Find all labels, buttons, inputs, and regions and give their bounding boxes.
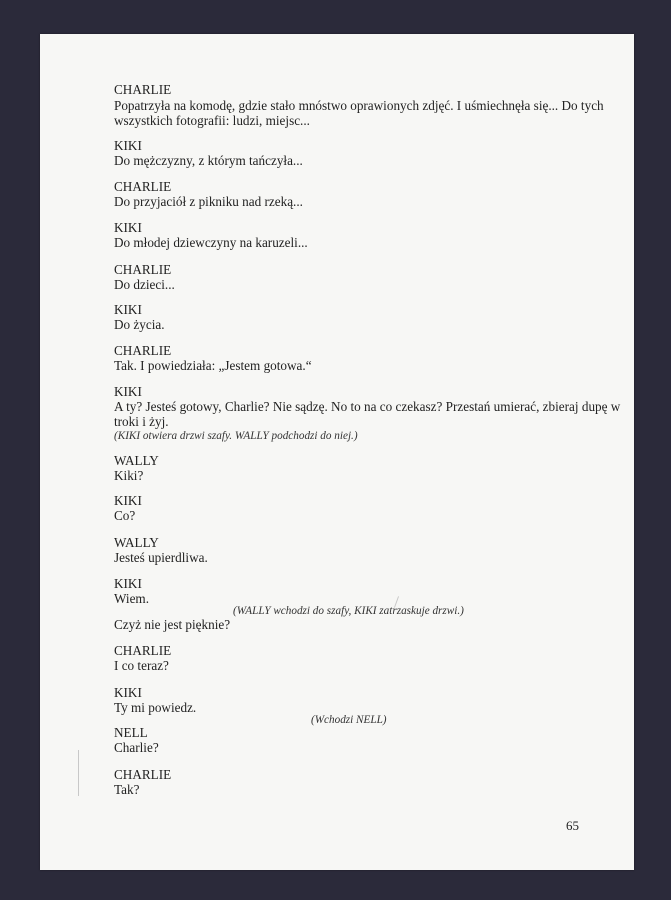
dialogue-line: troki i żyj. [114, 414, 169, 429]
dialogue-line: Do dzieci... [114, 277, 175, 292]
dialogue-line: wszystkich fotografii: ludzi, miejsc... [114, 113, 310, 128]
scan-mark [78, 750, 79, 796]
speaker-name: KIKI [114, 220, 142, 235]
dialogue-line: Kiki? [114, 468, 144, 483]
dialogue-line: Popatrzyła na komodę, gdzie stało mnóstwo oprawionych zdjęć. I uśmiechnęła się... Do tych [114, 98, 604, 113]
speaker-name: WALLY [114, 453, 159, 468]
dialogue-line: Jesteś upierdliwa. [114, 550, 208, 565]
dialogue-line: Do przyjaciół z pikniku nad rzeką... [114, 194, 303, 209]
dialogue-line: Do życia. [114, 317, 165, 332]
dialogue-line: Do mężczyzny, z którym tańczyła... [114, 153, 303, 168]
speaker-name: KIKI [114, 138, 142, 153]
speaker-name: CHARLIE [114, 343, 172, 358]
dialogue-line: Do młodej dziewczyny na karuzeli... [114, 235, 308, 250]
stage-direction: (Wchodzi NELL) [311, 714, 387, 726]
dialogue-line: A ty? Jesteś gotowy, Charlie? Nie sądzę. No to na co czekasz? Przestań umierać, zbieraj dupę w [114, 399, 621, 414]
speaker-name: NELL [114, 725, 148, 740]
speaker-name: CHARLIE [114, 262, 172, 277]
speaker-name: KIKI [114, 384, 142, 399]
speaker-name: CHARLIE [114, 767, 172, 782]
page-number: 65 [566, 818, 579, 833]
speaker-name: CHARLIE [114, 82, 172, 97]
dialogue-line: I co teraz? [114, 658, 169, 673]
speaker-name: CHARLIE [114, 643, 172, 658]
speaker-name: KIKI [114, 302, 142, 317]
dialogue-line: Co? [114, 508, 136, 523]
speaker-name: KIKI [114, 576, 142, 591]
speaker-name: KIKI [114, 493, 142, 508]
dialogue-line: Wiem. [114, 591, 149, 606]
speaker-name: KIKI [114, 685, 142, 700]
dialogue-line: Czyż nie jest pięknie? [114, 617, 231, 632]
dialogue-line: Charlie? [114, 740, 159, 755]
dialogue-line: Tak? [114, 782, 140, 797]
stage-direction: (WALLY wchodzi do szafy, KIKI zatrzaskuje drzwi.) [233, 605, 464, 617]
speaker-name: CHARLIE [114, 179, 172, 194]
dialogue-line: Tak. I powiedziała: „Jestem gotowa.“ [114, 358, 312, 373]
speaker-name: WALLY [114, 535, 159, 550]
dialogue-line: Ty mi powiedz. [114, 700, 197, 715]
stage-direction: (KIKI otwiera drzwi szafy. WALLY podchodzi do niej.) [114, 430, 358, 442]
